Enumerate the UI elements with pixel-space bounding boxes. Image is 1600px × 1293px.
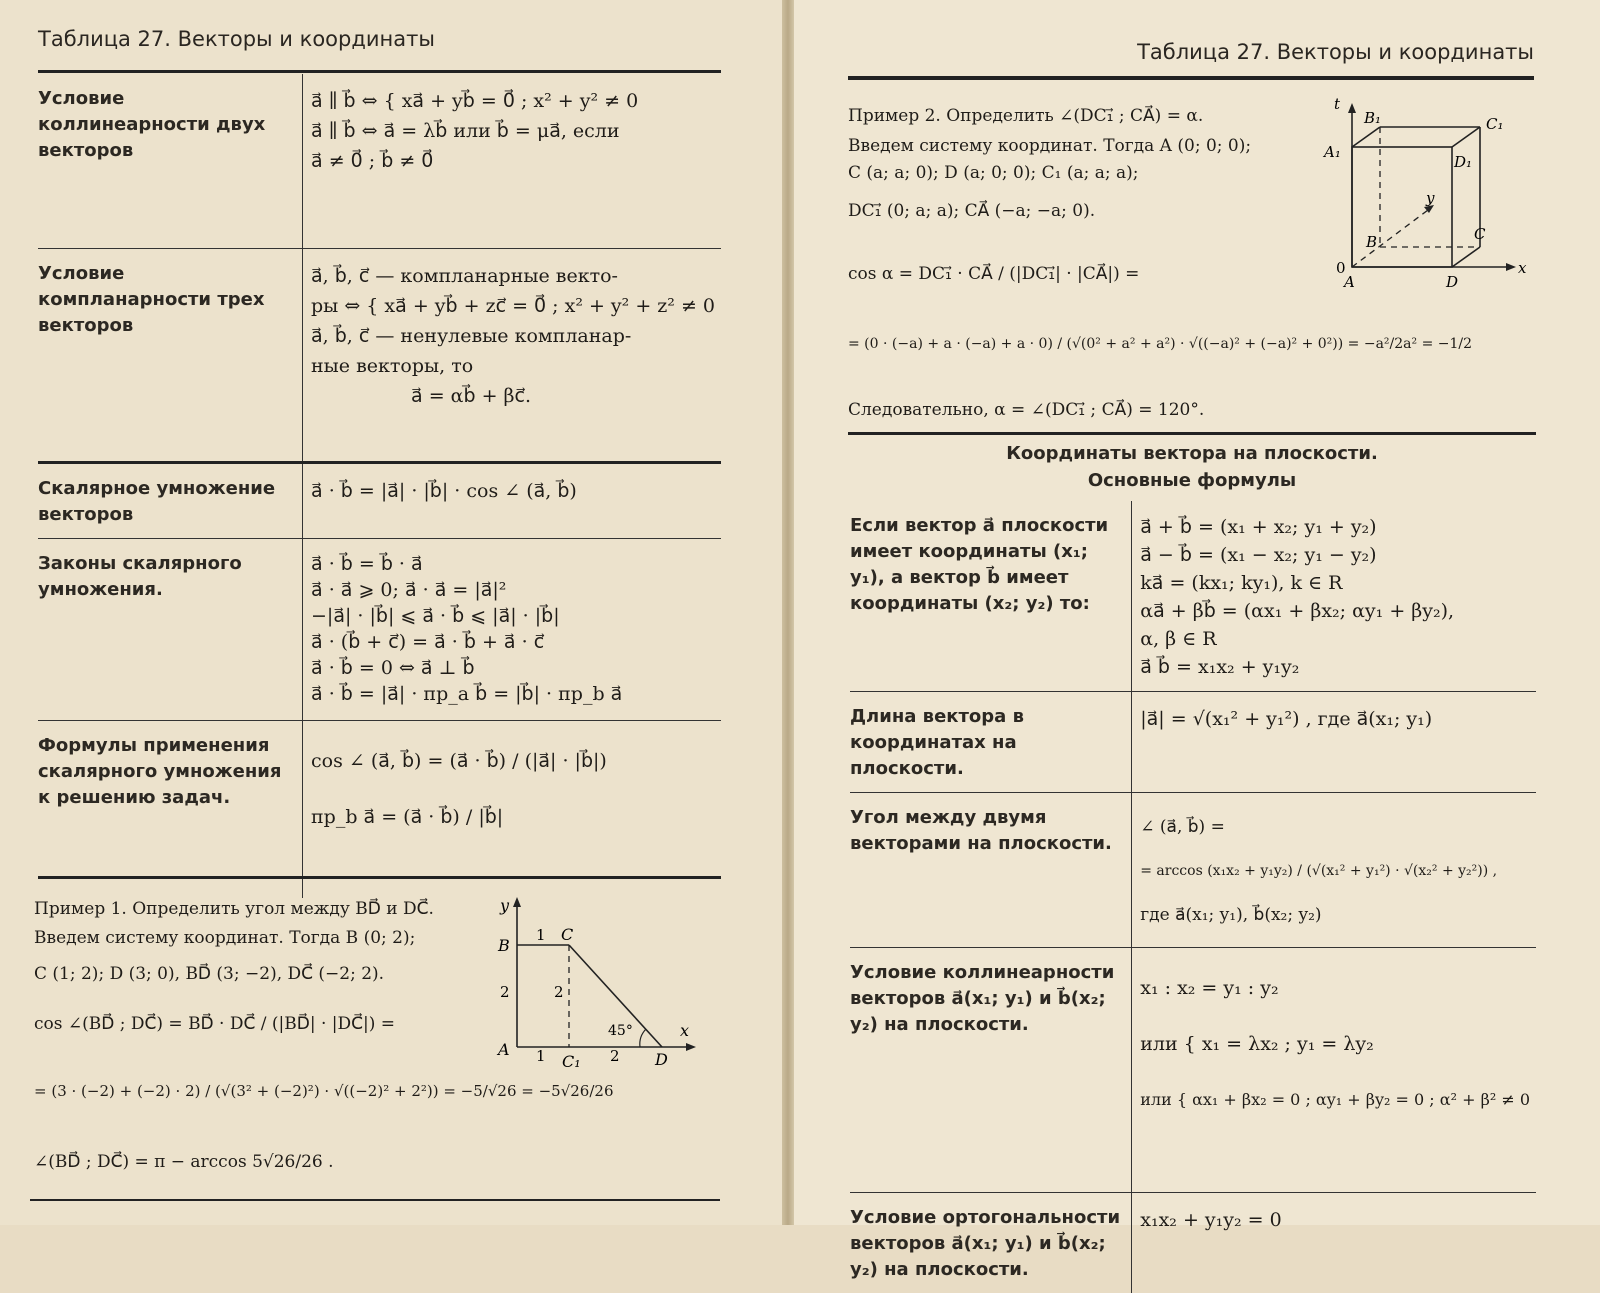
cube-label: C — [1474, 225, 1486, 243]
diagram-label: 2 — [554, 983, 564, 1001]
row-label: Длина вектора в координатах на плоскости. — [850, 692, 1132, 793]
left-page — [0, 0, 782, 1225]
cube-label: t — [1334, 95, 1341, 113]
example-2-line: C (a; a; 0); D (a; 0; 0); C₁ (a; a; a); — [848, 163, 1139, 183]
row-formulas: a⃗ · b⃗ = b⃗ · a⃗ a⃗ · a⃗ ⩾ 0; a⃗ · a⃗ = |a⃗|² −|a⃗| · |b⃗| ⩽ a⃗ · b⃗ ⩽ |a⃗| · |b⃗| a⃗ · (b⃗ + c⃗) = a⃗ · b⃗ + a⃗ · c⃗ a⃗ · b⃗ = 0 ⇔ a⃗ ⊥ b⃗ a⃗ · b⃗ = |a⃗| · пр_a b⃗ = |b⃗| · пр_b a⃗ — [303, 538, 721, 720]
diagram-label: C — [561, 925, 573, 944]
example-2-title: Пример 2. Определить ∠(DC₁⃗ ; CA⃗) = α. — [848, 106, 1203, 126]
table-row — [38, 248, 721, 462]
diagram-label: 2 — [610, 1047, 620, 1065]
example-2-line: cos α = DC₁⃗ · CA⃗ / (|DC₁⃗| · |CA⃗|) = — [848, 264, 1139, 284]
diagram-label: 1 — [536, 926, 546, 944]
right-page — [794, 0, 1600, 1225]
example-2-line: DC₁⃗ (0; a; a); CA⃗ (−a; −a; 0). — [848, 201, 1095, 221]
cube-label: A₁ — [1322, 143, 1341, 161]
row-formulas: |a⃗| = √(x₁² + y₁²) , где a⃗(x₁; y₁) — [1132, 692, 1536, 793]
plane-coordinates-table — [850, 501, 1536, 1293]
table-row — [38, 462, 721, 538]
row-formulas: cos ∠ (a⃗, b⃗) = (a⃗ · b⃗) / (|a⃗| · |b⃗|) пр_b a⃗ = (a⃗ · b⃗) / |b⃗| — [303, 720, 721, 898]
row-label: Условие ортогональности векторов a⃗(x₁; y₁) и b⃗(x₂; y₂) на плоскости. — [850, 1193, 1132, 1293]
diagram-label: 1 — [536, 1047, 546, 1065]
row-label: Скалярное умножение векторов — [38, 462, 303, 538]
example-1-line: C (1; 2); D (3; 0), BD⃗ (3; −2), DC⃗ (−2; 2). — [34, 964, 384, 984]
diagram-label: y — [499, 896, 510, 915]
cube-label: D — [1445, 273, 1458, 291]
cube-label: 0 — [1336, 259, 1346, 277]
running-title-right: Таблица 27. Векторы и координаты — [1137, 40, 1534, 64]
row-label: Формулы применения скалярного умножения к решению задач. — [38, 720, 303, 898]
cube-label: C₁ — [1486, 115, 1504, 133]
diagram-label: 2 — [500, 983, 510, 1001]
bottom-rule-left — [30, 1199, 720, 1201]
diagram-label: B — [497, 936, 510, 955]
table-row — [38, 538, 721, 720]
example-1-line: cos ∠(BD⃗ ; DC⃗) = BD⃗ · DC⃗ / (|BD⃗| · |DC⃗|) = — [34, 1014, 395, 1034]
book-gutter — [782, 0, 794, 1225]
row-formulas: x₁ : x₂ = y₁ : y₂ или { x₁ = λx₂ ; y₁ = λy₂ или { αx₁ + βx₂ = 0 ; αy₁ + βy₂ = 0 ; α² + β² ≠ 0 — [1132, 948, 1536, 1193]
table-bottom-rule-left — [38, 876, 721, 879]
table-row — [850, 1193, 1536, 1293]
table-row — [850, 793, 1536, 948]
table-row — [850, 692, 1536, 793]
diagram-label: C₁ — [562, 1052, 581, 1071]
row-label: Условие коллинеарности векторов a⃗(x₁; y₁) и b⃗(x₂; y₂) на плоскости. — [850, 948, 1132, 1193]
running-title-left: Таблица 27. Векторы и координаты — [38, 27, 435, 51]
trapezoid-diagram — [490, 895, 710, 1080]
row-formulas: a⃗ + b⃗ = (x₁ + x₂; y₁ + y₂) a⃗ − b⃗ = (x₁ − x₂; y₁ − y₂) ka⃗ = (kx₁; ky₁), k ∈ R αa⃗ + βb⃗ = (αx₁ + βx₂; αy₁ + βy₂), α, β ∈ R a⃗ b⃗ = x₁x₂ + y₁y₂ — [1132, 501, 1536, 692]
cube-label: y — [1425, 189, 1435, 207]
row-formulas: x₁x₂ + y₁y₂ = 0 — [1132, 1193, 1536, 1293]
cube-label: D₁ — [1453, 153, 1472, 171]
example-1-line: = (3 · (−2) + (−2) · 2) / (√(3² + (−2)²) · √((−2)² + 2²)) = −5/√26 = −5√26/26 — [34, 1082, 614, 1100]
diagram-label: A — [496, 1040, 510, 1059]
diagram-label: x — [680, 1021, 689, 1040]
section-rule-right — [848, 432, 1536, 435]
cube-label: B₁ — [1363, 109, 1381, 127]
top-rule-left — [38, 70, 721, 73]
top-rule-right — [848, 76, 1534, 80]
row-formulas: a⃗, b⃗, c⃗ — компланарные векто- ры ⇔ { xa⃗ + yb⃗ + zc⃗ = 0⃗ ; x² + y² + z² ≠ 0 a⃗, b⃗, c⃗ — ненулевые компланар- ные векторы, то a⃗ = αb⃗ + βc⃗. — [303, 248, 721, 462]
table-row — [38, 74, 721, 248]
row-label: Если вектор a⃗ плоскости имеет координаты (x₁; y₁), а вектор b⃗ имеет координаты (x₂; y₂) то: — [850, 501, 1132, 692]
row-label: Условие компланарности трех векторов — [38, 248, 303, 462]
example-2-line: Следовательно, α = ∠(DC₁⃗ ; CA⃗) = 120°. — [848, 400, 1204, 420]
row-formulas: a⃗ · b⃗ = |a⃗| · |b⃗| · cos ∠ (a⃗, b⃗) — [303, 462, 721, 538]
example-2-line: Введем систему координат. Тогда A (0; 0; 0); — [848, 136, 1251, 156]
row-formulas: ∠ (a⃗, b⃗) = = arccos (x₁x₂ + y₁y₂) / (√(x₁² + y₁²) · √(x₂² + y₂²)) , где a⃗(x₁; y₁), b⃗(x₂; y₂) — [1132, 793, 1536, 948]
example-1-line: Введем систему координат. Тогда B (0; 2); — [34, 928, 415, 948]
example-1-title: Пример 1. Определить угол между BD⃗ и DC⃗. — [34, 899, 434, 919]
row-label: Угол между двумя векторами на плоскости. — [850, 793, 1132, 948]
vector-conditions-table — [38, 74, 721, 898]
row-label: Условие коллинеарности двух векторов — [38, 74, 303, 248]
section-heading: Координаты вектора на плоскости. Основные формулы — [848, 440, 1536, 494]
cube-diagram — [1316, 95, 1536, 295]
cube-label: A — [1342, 273, 1355, 291]
table-row — [850, 948, 1536, 1193]
example-2-line: = (0 · (−a) + a · (−a) + a · 0) / (√(0² + a² + a²) · √((−a)² + (−a)² + 0²)) = −a²/2a² = −1/2 — [848, 336, 1472, 352]
table-row — [38, 720, 721, 898]
example-1-line: ∠(BD⃗ ; DC⃗) = π − arccos 5√26/26 . — [34, 1152, 334, 1172]
cube-label: x — [1518, 259, 1527, 277]
diagram-label: D — [654, 1050, 668, 1069]
row-label: Законы скалярного умножения. — [38, 538, 303, 720]
row-formulas: a⃗ ∥ b⃗ ⇔ { xa⃗ + yb⃗ = 0⃗ ; x² + y² ≠ 0 a⃗ ∥ b⃗ ⇔ a⃗ = λb⃗ или b⃗ = μa⃗, если a⃗ ≠ 0⃗ ; b⃗ ≠ 0⃗ — [303, 74, 721, 248]
cube-label: B — [1365, 233, 1377, 251]
table-row — [850, 501, 1536, 692]
diagram-label: 45° — [608, 1023, 633, 1039]
